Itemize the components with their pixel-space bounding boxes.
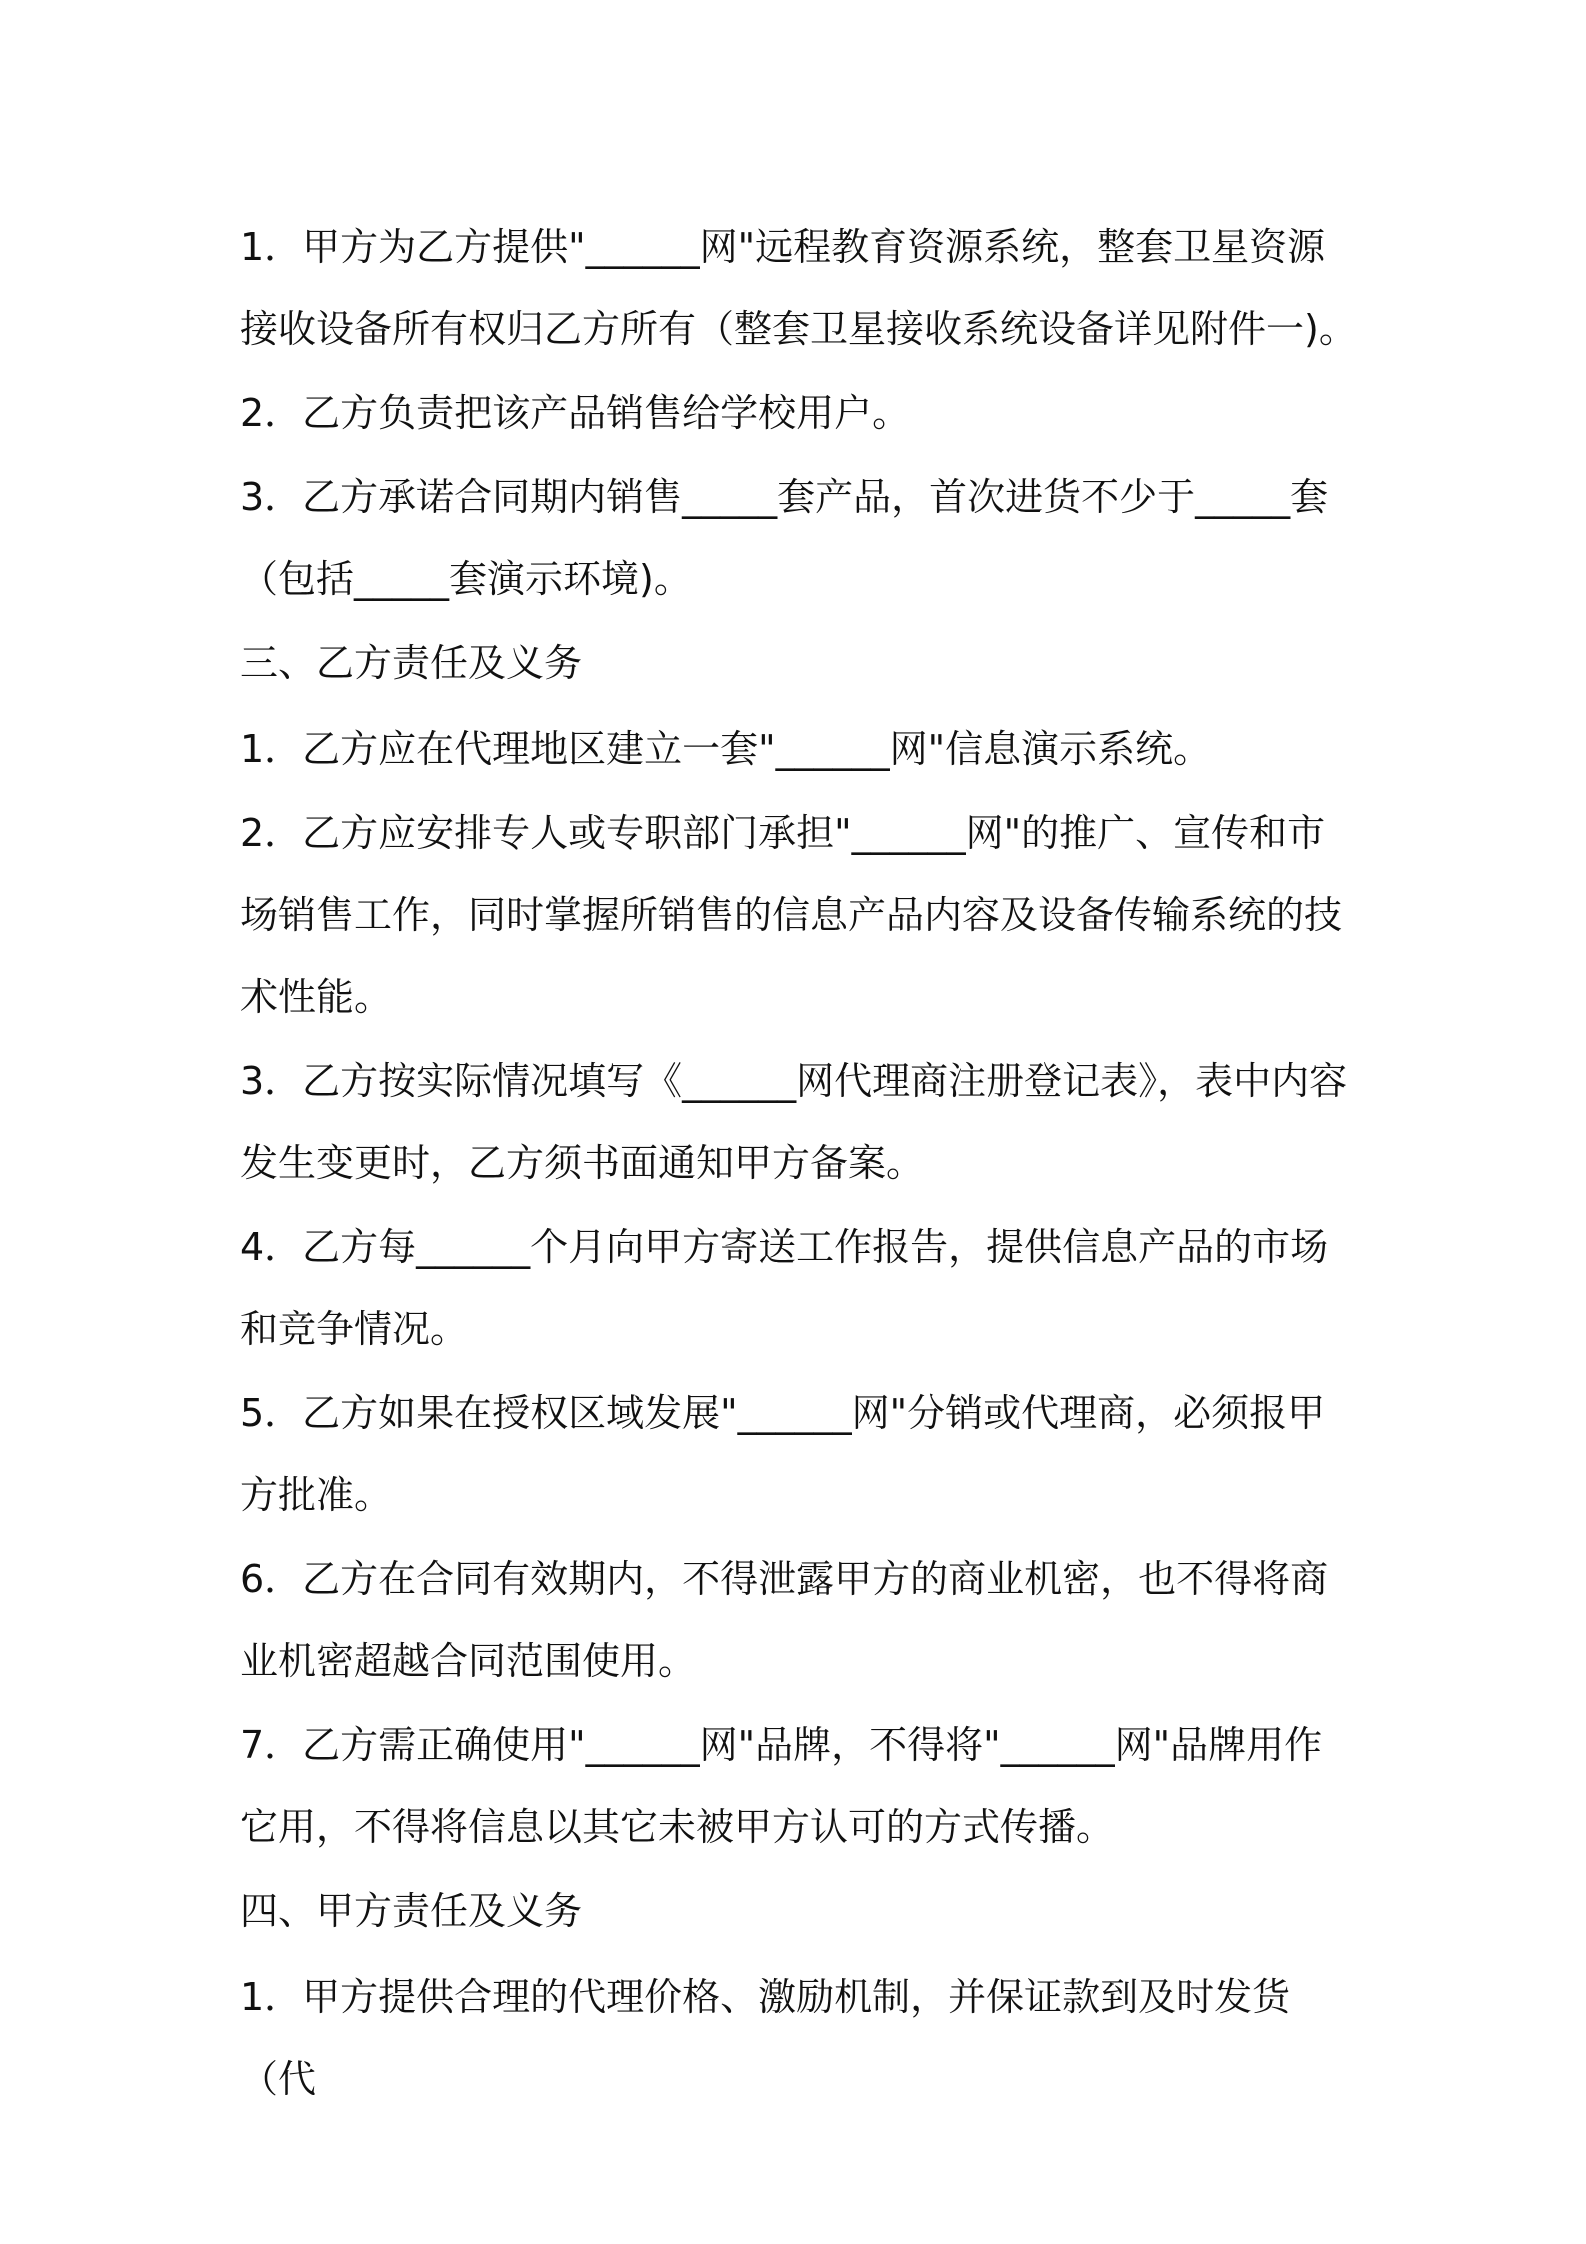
clause-paragraph: 6．乙方在合同有效期内，不得泄露甲方的商业机密，也不得将商业机密超越合同范围使用。 [240,1557,1329,1683]
clause-paragraph: 1．乙方应在代理地区建立一套"______网"信息演示系统。 [240,727,1212,771]
section-heading: 四、甲方责任及义务 [240,1889,583,1933]
clause-paragraph: 2．乙方应安排专人或专职部门承担"______网"的推广、宣传和市场销售工作，同时掌握所销售的信息产品内容及设备传输系统的技术性能。 [240,811,1343,1019]
clause-paragraph: 4．乙方每______个月向甲方寄送工作报告，提供信息产品的市场和竞争情况。 [240,1225,1329,1351]
document-page [240,206,1360,2122]
clause-paragraph: 2．乙方负责把该产品销售给学校用户。 [240,391,911,435]
clause-paragraph: 3．乙方承诺合同期内销售_____套产品，首次进货不少于_____套（包括_____套演示环境)。 [240,475,1329,601]
clause-paragraph: 5．乙方如果在授权区域发展"______网"分销或代理商，必须报甲方批准。 [240,1391,1326,1517]
clause-paragraph: 7．乙方需正确使用"______网"品牌，不得将"______网"品牌用作它用，不得将信息以其它未被甲方认可的方式传播。 [240,1723,1323,1849]
clause-paragraph: 1．甲方为乙方提供"______网"远程教育资源系统，整套卫星资源接收设备所有权归乙方所有（整套卫星接收系统设备详见附件一)。 [240,225,1357,351]
clause-paragraph: 3．乙方按实际情况填写《______网代理商注册登记表》，表中内容发生变更时，乙方须书面通知甲方备案。 [240,1059,1348,1185]
section-heading: 三、乙方责任及义务 [240,641,583,685]
clause-paragraph: 1．甲方提供合理的代理价格、激励机制，并保证款到及时发货（代 [240,1975,1291,2101]
